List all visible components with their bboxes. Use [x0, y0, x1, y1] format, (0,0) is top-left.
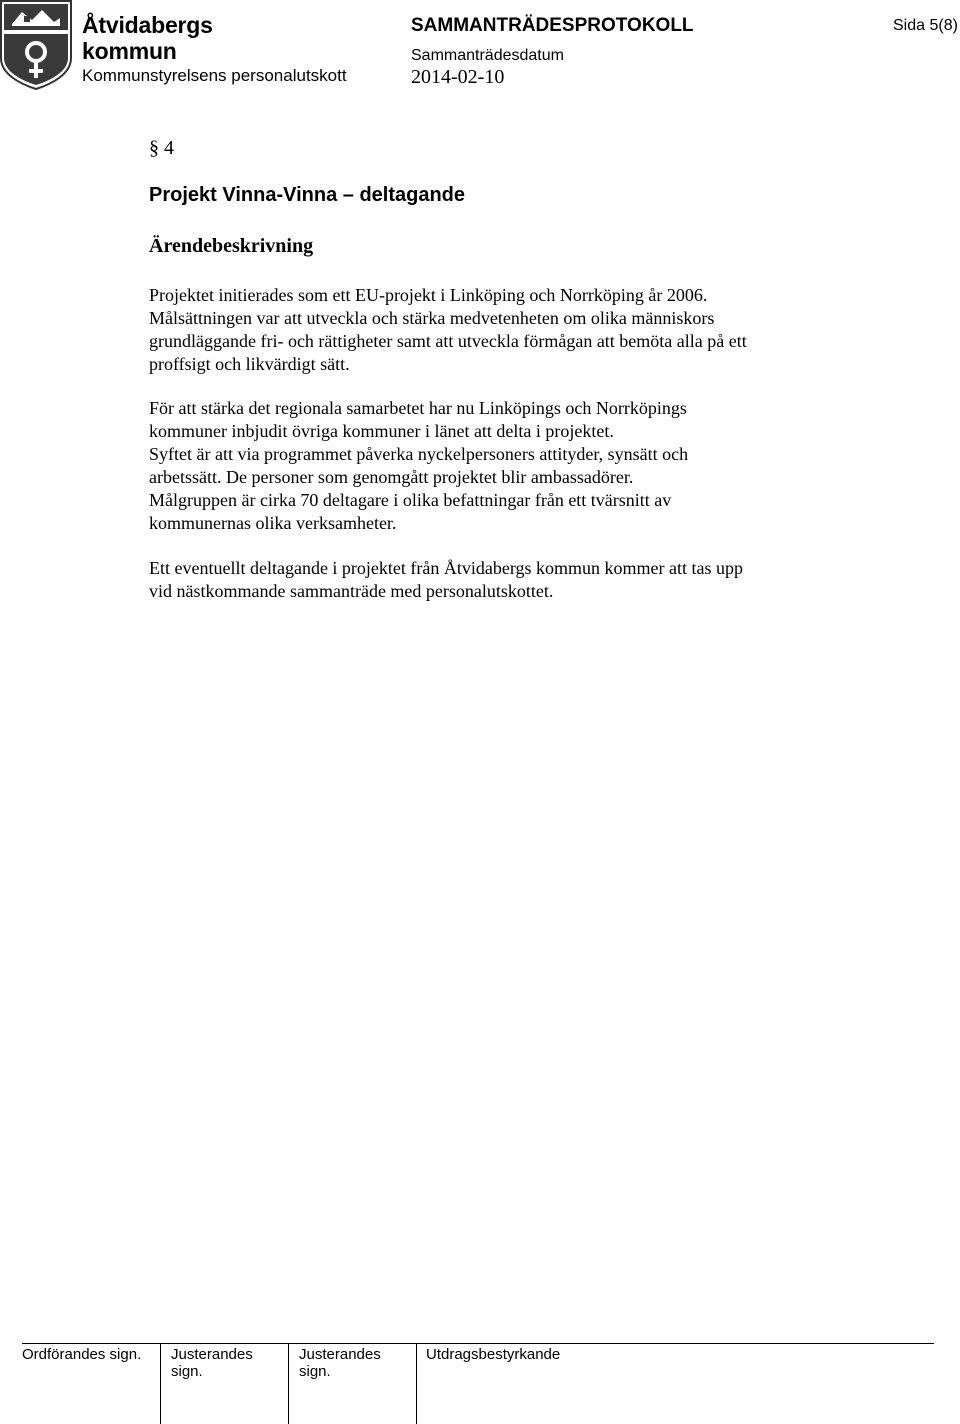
footer-column-divider [288, 1344, 289, 1424]
body-paragraph-1 [149, 284, 849, 376]
municipal-coat-of-arms-icon [0, 0, 72, 90]
text-line: kommuner inbjudit övriga kommuner i länet att delta i projektet. [149, 421, 614, 441]
paragraph-number: § 4 [149, 137, 174, 159]
footer-divider [22, 1343, 934, 1344]
text-line: Syftet är att via programmet påverka nyckelpersoners attityder, synsätt och [149, 444, 689, 464]
adjuster-signature-label-line1: Justerandes [171, 1346, 253, 1363]
text-line: Projektet initierades som ett EU-projekt i Linköping och Norrköping år 2006. [149, 285, 708, 305]
adjuster-signature-label-line1: Justerandes [299, 1346, 381, 1363]
body-paragraph-3 [149, 557, 849, 603]
section-heading: Ärendebeskrivning [149, 235, 314, 257]
meeting-date: 2014-02-10 [411, 66, 505, 88]
text-line: vid nästkommande sammanträde med personalutskottet. [149, 581, 554, 601]
text-line: grundläggande fri- och rättigheter samt att utveckla förmågan att bemöta alla på ett [149, 331, 747, 351]
adjuster-signature-label-line2: sign. [299, 1363, 331, 1380]
text-line: proffsigt och likvärdigt sätt. [149, 354, 350, 374]
body-paragraph-2 [149, 397, 849, 535]
meeting-date-label: Sammanträdesdatum [411, 47, 564, 64]
chair-signature-field [22, 1346, 141, 1363]
organization-name [82, 12, 213, 64]
text-line: Ett eventuellt deltagande i projektet från Åtvidabergs kommun kommer att tas upp [149, 558, 744, 578]
text-line: Målsättningen var att utveckla och stärka medvetenheten om olika människors [149, 308, 715, 328]
organization-name-line2: kommun [82, 38, 177, 64]
chair-signature-label: Ordförandes sign. [22, 1346, 142, 1363]
organization-name-line1: Åtvidabergs [82, 12, 213, 38]
item-title: Projekt Vinna-Vinna – deltagande [149, 184, 466, 206]
footer-column-divider [160, 1344, 161, 1424]
adjuster-signature-field-2 [299, 1346, 381, 1380]
text-line: För att stärka det regionala samarbetet har nu Linköpings och Norrköpings [149, 398, 687, 418]
text-line: kommunernas olika verksamheter. [149, 513, 397, 533]
document-type: SAMMANTRÄDESPROTOKOLL [411, 15, 694, 36]
extract-certifier-label: Utdragsbestyrkande [426, 1346, 561, 1363]
extract-certifier-field [426, 1346, 560, 1363]
committee-name: Kommunstyrelsens personalutskott [82, 66, 347, 85]
adjuster-signature-field-1 [171, 1346, 253, 1380]
page-number: Sida 5(8) [893, 17, 958, 34]
footer-column-divider [416, 1344, 417, 1424]
adjuster-signature-label-line2: sign. [171, 1363, 203, 1380]
text-line: Målgruppen är cirka 70 deltagare i olika befattningar från ett tvärsnitt av [149, 490, 672, 510]
text-line: arbetssätt. De personer som genomgått projektet blir ambassadörer. [149, 467, 634, 487]
